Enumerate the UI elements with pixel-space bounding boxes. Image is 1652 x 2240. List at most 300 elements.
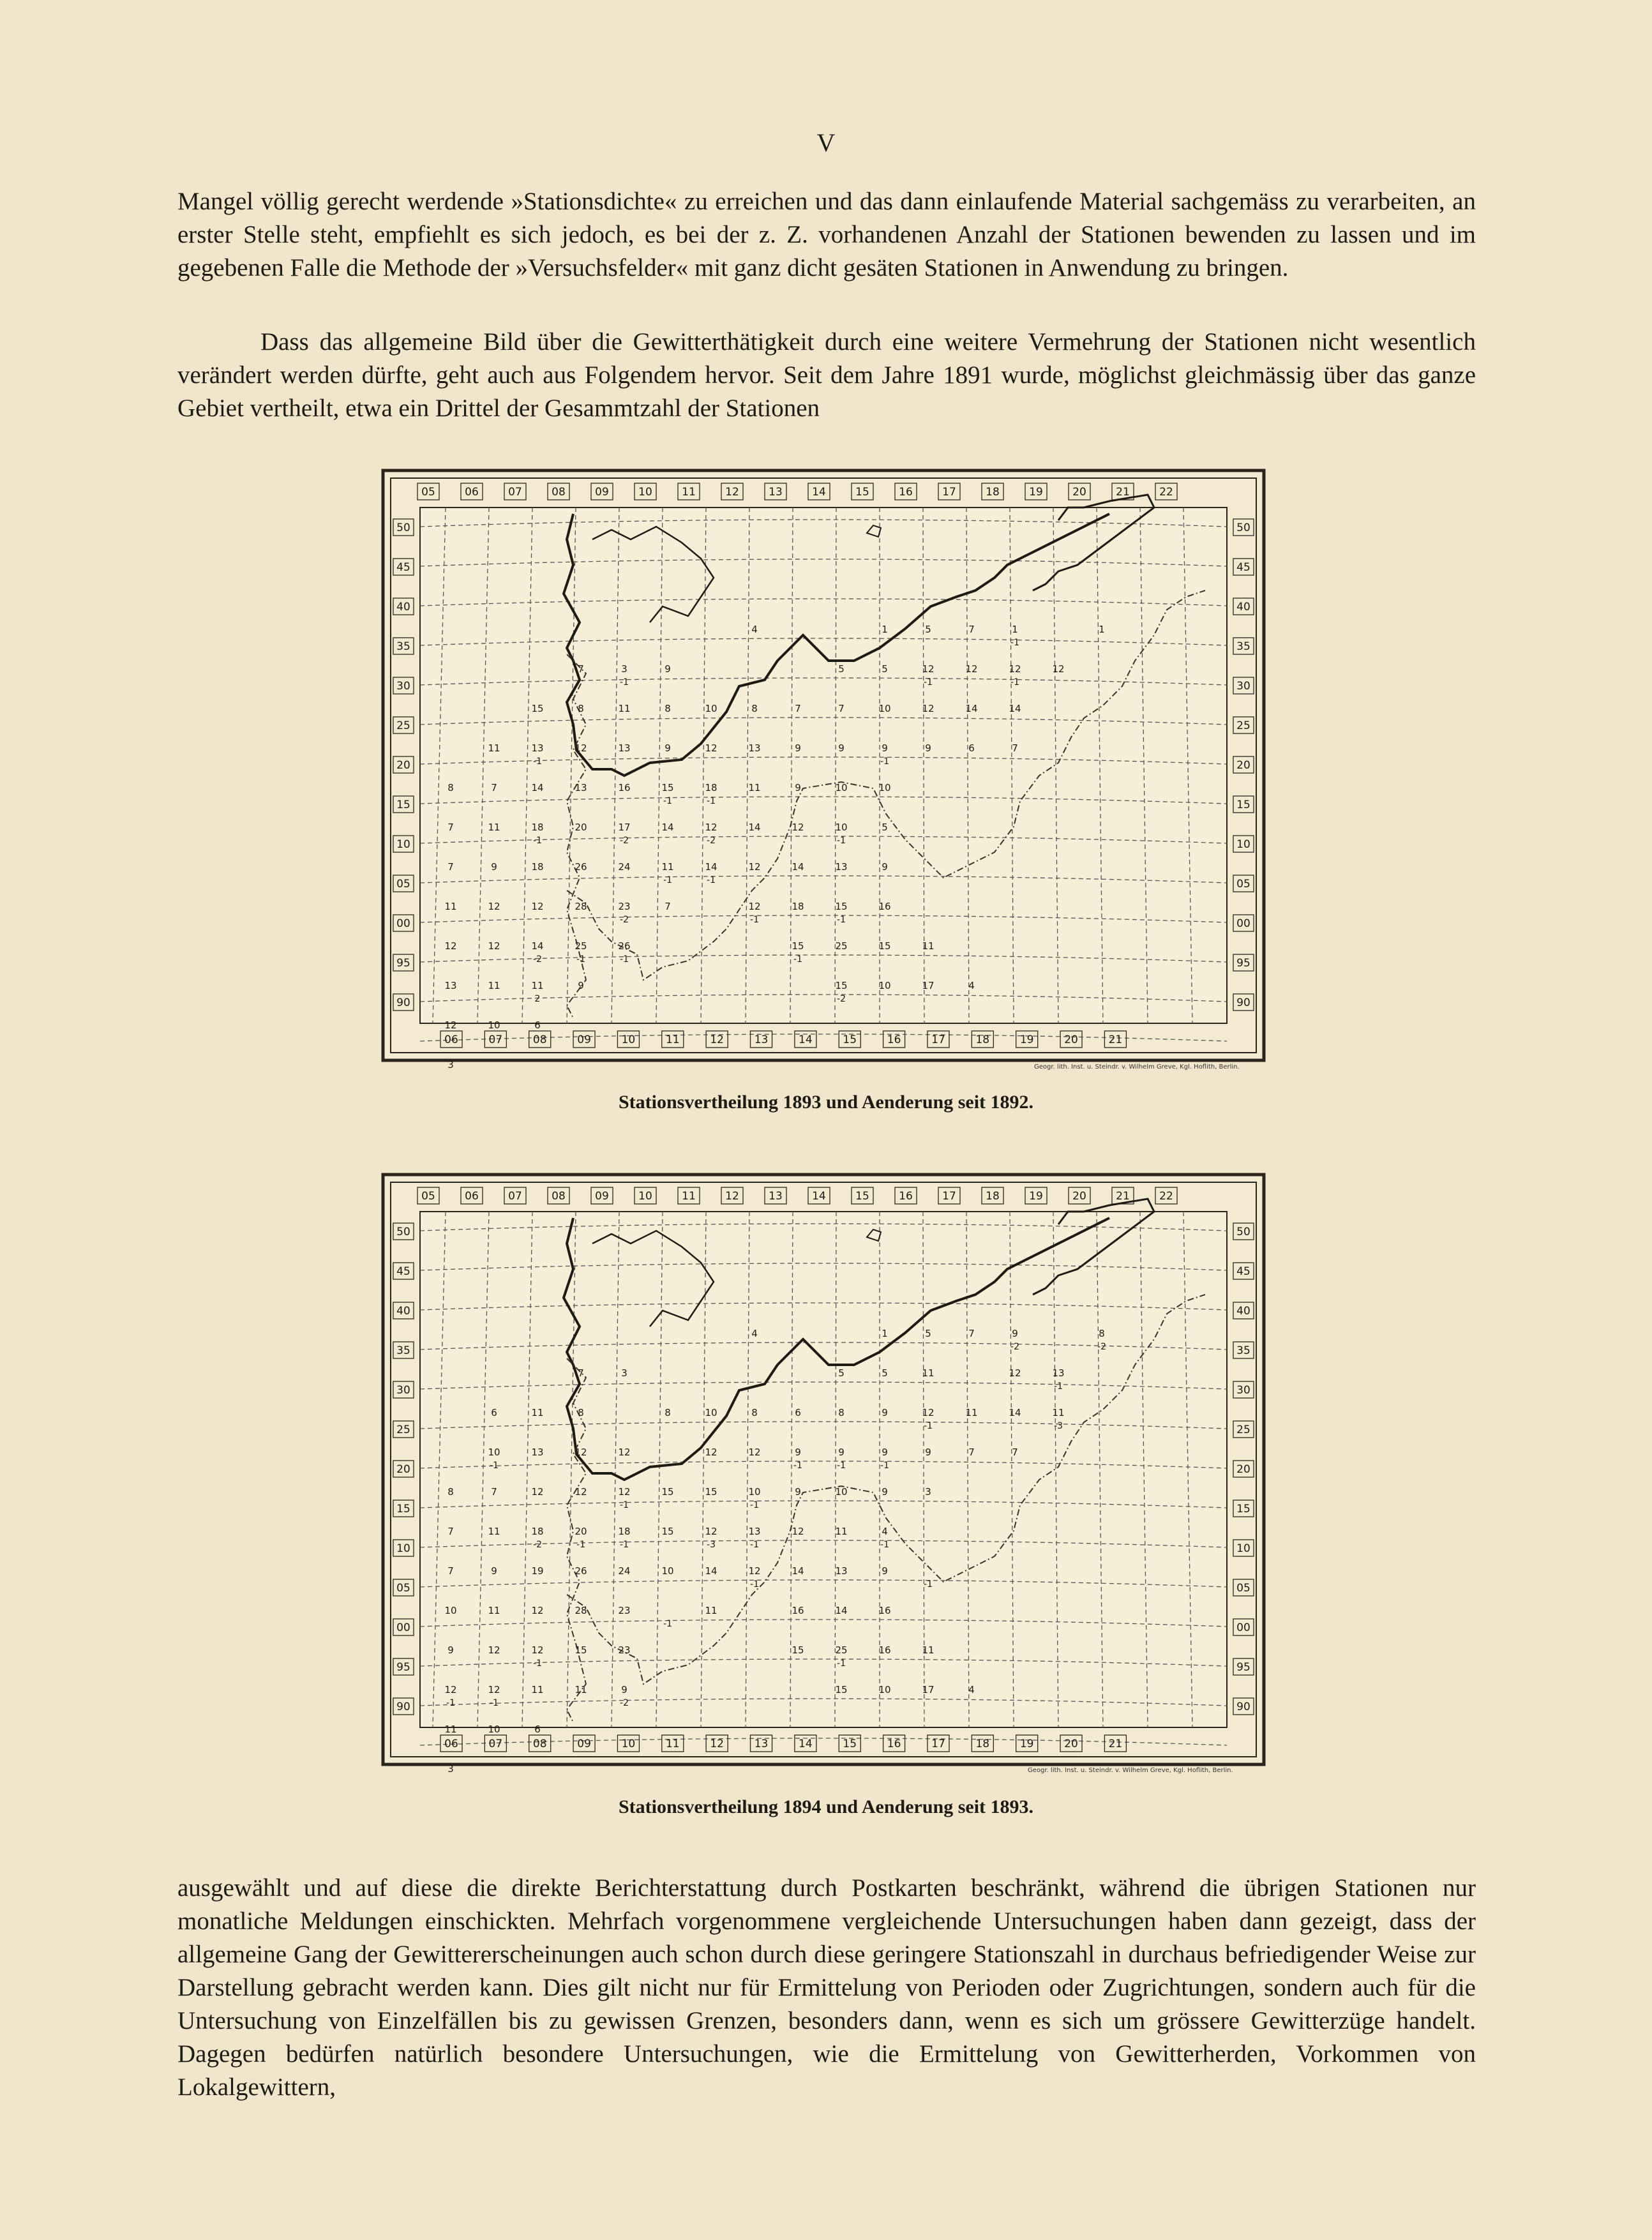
station-count-label: 19	[531, 1565, 544, 1577]
station-count-label: 9	[491, 1565, 497, 1577]
station-change-label: -1	[837, 915, 846, 925]
station-count-label: 5	[925, 1328, 931, 1339]
latitude-label-left: 40	[396, 601, 410, 613]
station-count-label: 8	[665, 1407, 671, 1418]
latitude-label-right: 90	[1236, 1701, 1250, 1713]
latitude-label-left: 25	[396, 1424, 410, 1436]
station-count-label: 15	[661, 1486, 674, 1498]
station-count-label: 8	[751, 1407, 758, 1418]
longitude-label-bottom: 08	[532, 1738, 547, 1750]
longitude-label-bottom: 16	[887, 1738, 901, 1750]
station-change-label: -1	[837, 1658, 846, 1669]
station-count-label: 14	[1009, 1407, 1021, 1418]
station-count-label: 15	[835, 1684, 848, 1695]
station-count-label: 5	[882, 1367, 888, 1379]
latitude-label-left: 50	[396, 522, 410, 534]
latitude-label-right: 35	[1236, 1344, 1250, 1357]
longitude-label-bottom: 10	[621, 1738, 636, 1750]
station-count-label: 14	[748, 822, 761, 833]
station-change-label: -1	[707, 796, 716, 806]
station-count-label: 14	[965, 703, 978, 714]
longitude-label-bottom: 19	[1019, 1034, 1034, 1046]
station-count-label: 11	[574, 1684, 587, 1695]
latitude-label-left: 90	[396, 1701, 410, 1713]
station-count-label: 14	[792, 1565, 804, 1577]
longitude-label-top: 18	[986, 1190, 1000, 1203]
latitude-label-left: 35	[396, 1344, 410, 1357]
station-change-label: -1	[880, 1461, 889, 1471]
longitude-label-top: 15	[855, 1190, 869, 1203]
station-count-label: 17	[618, 822, 631, 833]
station-count-label: 11	[922, 940, 935, 952]
station-count-label: 9	[925, 1447, 931, 1458]
latitude-label-left: 25	[396, 719, 410, 732]
longitude-label-top: 13	[769, 486, 783, 499]
station-count-label: 12	[574, 1447, 587, 1458]
latitude-label-left: 00	[396, 1621, 410, 1634]
station-count-label: 10	[444, 1605, 457, 1616]
station-count-label: 10	[878, 782, 891, 793]
longitude-label-top: 22	[1159, 1190, 1173, 1203]
longitude-label-top: 10	[638, 1190, 652, 1203]
paragraph-top-1: Mangel völlig gerecht werdende »Stationsdichte« zu erreichen und das dann einlaufende Material sachgemäss zu verarbeiten, an erster Stelle steht, empfiehlt es sich jedoch, es bei der z. Z. vorhandenen Anzahl der Stationen bewenden zu lassen und im gegebenen Falle die Methode der »Versuchsfelder« mit ganz dicht gesäten Stationen in Anwendung zu bringen.	[177, 188, 1476, 282]
station-count-label: 10	[748, 1486, 761, 1498]
longitude-label-bottom: 07	[488, 1738, 503, 1750]
station-change-label: -2	[620, 1698, 629, 1708]
latitude-label-right: 15	[1236, 799, 1250, 811]
station-change-label: -2	[837, 994, 846, 1004]
station-count-label: 6	[795, 1407, 801, 1418]
station-change-label: -1	[533, 1658, 542, 1669]
longitude-label-bottom: 06	[444, 1034, 458, 1046]
latitude-label-left: 45	[396, 561, 410, 574]
latitude-label-left: 20	[396, 759, 410, 772]
station-count-label: 3	[447, 1059, 454, 1071]
station-count-label: 11	[922, 1367, 935, 1379]
latitude-label-left: 90	[396, 996, 410, 1009]
station-count-label: 4	[882, 1526, 888, 1537]
latitude-label-right: 10	[1236, 1542, 1250, 1555]
station-count-label: 11	[531, 1407, 544, 1418]
station-count-label: 7	[1012, 742, 1018, 754]
station-count-label: 13	[574, 782, 587, 793]
station-change-label: -1	[663, 875, 672, 885]
longitude-label-top: 15	[855, 486, 869, 499]
station-count-label: 12	[792, 822, 804, 833]
station-count-label: 7	[447, 1565, 454, 1577]
longitude-label-top: 09	[595, 1190, 609, 1203]
station-change-label: -1	[620, 1500, 629, 1510]
station-count-label: 9	[882, 1447, 888, 1458]
station-count-label: 10	[661, 1565, 674, 1577]
station-count-label: 15	[574, 1644, 587, 1656]
longitude-label-top: 22	[1159, 486, 1173, 499]
station-count-label: 26	[618, 940, 631, 952]
longitude-label-bottom: 15	[843, 1738, 857, 1750]
station-count-label: 13	[748, 742, 761, 754]
longitude-label-top: 20	[1072, 486, 1086, 499]
station-change-label: -1	[750, 1540, 759, 1550]
station-count-label: 7	[665, 901, 671, 912]
station-count-label: 20	[574, 822, 587, 833]
station-change-label: -1	[663, 1619, 672, 1629]
station-count-label: 4	[751, 624, 758, 635]
longitude-label-top: 21	[1116, 1190, 1130, 1203]
latitude-label-left: 15	[396, 799, 410, 811]
station-change-label: -2	[707, 836, 716, 846]
station-change-label: -1	[750, 1579, 759, 1590]
station-count-label: 12	[792, 1526, 804, 1537]
latitude-label-left: 40	[396, 1305, 410, 1318]
station-count-label: 10	[835, 822, 848, 833]
station-count-label: 1	[1012, 624, 1018, 635]
station-change-label: -2	[1097, 1342, 1106, 1352]
station-count-label: 16	[878, 1605, 891, 1616]
station-count-label: 7	[968, 624, 975, 635]
station-count-label: 8	[578, 1407, 584, 1418]
longitude-label-top: 05	[421, 1190, 435, 1203]
latitude-label-right: 05	[1236, 1582, 1250, 1595]
latitude-label-right: 15	[1236, 1503, 1250, 1515]
longitude-label-bottom: 09	[577, 1034, 591, 1046]
station-count-label: 9	[882, 742, 888, 754]
station-count-label: 9	[882, 861, 888, 873]
station-count-label: 13	[531, 1447, 544, 1458]
latitude-label-left: 10	[396, 838, 410, 851]
station-count-label: 23	[618, 901, 631, 912]
station-change-label: -1	[490, 1461, 499, 1471]
paragraph-bottom: ausgewählt und auf diese die direkte Berichterstattung durch Postkarten beschränkt, während die übrigen Stationen nur monatliche Meldungen einschickten. Mehrfach vorgenommene vergleichende Untersuchungen haben dann gezeigt, dass der allgemeine Gang der Gewittererscheinungen auch schon durch diese geringere Stationszahl in durchaus befriedigender Weise zur Darstellung gebracht werden kann. Dies gilt nicht nur für Ermittelung von Perioden oder Zugrichtungen, sondern auch für die Untersuchung von Einzelfällen bis zu gewissen Grenzen, besonders dann, wenn es sich um grössere Gewitterzüge handelt. Dagegen bedürfen natürlich besondere Untersuchungen, wie die Ermittelung von Gewitterherden, Vorkommen von Lokalgewittern,	[177, 1874, 1476, 2101]
longitude-label-top: 12	[725, 486, 739, 499]
longitude-label-top: 20	[1072, 1190, 1086, 1203]
station-count-label: 7	[578, 663, 584, 675]
station-count-label: 9	[882, 1407, 888, 1418]
longitude-label-top: 05	[421, 486, 435, 499]
latitude-label-left: 95	[396, 1661, 410, 1674]
station-count-label: 7	[447, 861, 454, 873]
station-count-label: 12	[748, 901, 761, 912]
station-change-label: -1	[1010, 638, 1019, 648]
station-count-label: 18	[705, 782, 717, 793]
latitude-label-right: 40	[1236, 1305, 1250, 1318]
station-count-label: 11	[444, 901, 457, 912]
station-count-label: 9	[838, 1447, 845, 1458]
station-count-label: 18	[531, 861, 544, 873]
station-count-label: 12	[922, 703, 935, 714]
longitude-label-top: 14	[812, 486, 826, 499]
station-count-label: 11	[965, 1407, 978, 1418]
page-number: V	[816, 128, 836, 157]
station-count-label: 5	[882, 822, 888, 833]
station-count-label: 17	[922, 980, 935, 991]
station-count-label: 28	[574, 901, 587, 912]
map-1894-caption: Stationsvertheilung 1894 und Aenderung seit 1893.	[618, 1796, 1034, 1817]
station-change-label: -1	[576, 954, 585, 965]
station-change-label: -1	[750, 1500, 759, 1510]
station-count-label: 12	[965, 663, 978, 675]
latitude-label-right: 40	[1236, 601, 1250, 613]
latitude-label-right: 20	[1236, 1463, 1250, 1476]
station-count-label: 10	[488, 1019, 500, 1031]
station-count-label: 8	[447, 1486, 454, 1498]
station-count-label: 9	[578, 980, 584, 991]
longitude-label-top: 19	[1029, 486, 1043, 499]
station-count-label: 12	[1009, 1367, 1021, 1379]
station-change-label: -2	[533, 954, 542, 965]
longitude-label-bottom: 13	[754, 1034, 769, 1046]
station-change-label: -1	[924, 1579, 933, 1590]
station-count-label: 15	[835, 980, 848, 991]
longitude-label-bottom: 14	[799, 1034, 813, 1046]
station-count-label: 3	[621, 663, 627, 675]
station-count-label: 8	[751, 703, 758, 714]
station-count-label: 12	[531, 1486, 544, 1498]
station-count-label: 8	[1099, 1328, 1105, 1339]
station-count-label: 12	[1009, 663, 1021, 675]
station-count-label: 14	[661, 822, 674, 833]
station-count-label: 3	[447, 1763, 454, 1775]
station-change-label: -1	[1010, 677, 1019, 688]
longitude-label-top: 18	[986, 486, 1000, 499]
station-count-label: 4	[751, 1328, 758, 1339]
latitude-label-left: 30	[396, 1384, 410, 1397]
station-change-label: -3	[707, 1540, 716, 1550]
station-count-label: 12	[574, 742, 587, 754]
station-count-label: 9	[838, 742, 845, 754]
station-count-label: 11	[531, 1684, 544, 1695]
station-change-label: -1	[1054, 1381, 1063, 1392]
station-count-label: 11	[835, 1526, 848, 1537]
station-change-label: 2	[534, 994, 541, 1004]
station-change-label: -1	[793, 1461, 802, 1471]
station-count-label: 8	[447, 782, 454, 793]
station-change-label: -1	[707, 875, 716, 885]
station-count-label: 13	[835, 861, 848, 873]
station-count-label: 3	[925, 1486, 931, 1498]
longitude-label-bottom: 19	[1019, 1738, 1034, 1750]
station-count-label: 12	[705, 822, 717, 833]
station-count-label: 24	[618, 861, 631, 873]
station-count-label: 11	[531, 980, 544, 991]
station-count-label: 9	[665, 663, 671, 675]
station-count-label: 10	[878, 1684, 891, 1695]
station-count-label: 12	[531, 1644, 544, 1656]
station-count-label: 23	[618, 1644, 631, 1656]
longitude-label-top: 11	[682, 1190, 696, 1203]
station-count-label: 12	[618, 1486, 631, 1498]
station-count-label: 18	[531, 822, 544, 833]
longitude-label-top: 08	[552, 1190, 566, 1203]
station-count-label: 25	[835, 1644, 848, 1656]
longitude-label-bottom: 11	[665, 1034, 680, 1046]
station-count-label: 5	[838, 663, 845, 675]
station-count-label: 15	[792, 940, 804, 952]
station-count-label: 6	[534, 1724, 541, 1735]
station-count-label: 14	[792, 861, 804, 873]
station-count-label: 11	[705, 1605, 717, 1616]
latitude-label-right: 95	[1236, 1661, 1250, 1674]
station-change-label: -1	[793, 954, 802, 965]
station-count-label: 5	[882, 663, 888, 675]
station-change-label: -1	[880, 1540, 889, 1550]
longitude-label-bottom: 13	[754, 1738, 769, 1750]
station-count-label: 13	[618, 742, 631, 754]
station-count-label: 12	[618, 1447, 631, 1458]
station-change-label: -1	[924, 677, 933, 688]
station-count-label: 9	[795, 782, 801, 793]
longitude-label-bottom: 17	[931, 1738, 945, 1750]
longitude-label-bottom: 11	[665, 1738, 680, 1750]
station-count-label: 7	[968, 1328, 975, 1339]
station-count-label: 12	[488, 1644, 500, 1656]
latitude-label-right: 45	[1236, 1265, 1250, 1278]
longitude-label-top: 11	[682, 486, 696, 499]
longitude-label-bottom: 12	[710, 1034, 724, 1046]
station-change-label: -3	[1054, 1421, 1063, 1431]
station-count-label: 7	[578, 1367, 584, 1379]
latitude-label-right: 05	[1236, 878, 1250, 891]
station-count-label: 12	[531, 1605, 544, 1616]
latitude-label-right: 10	[1236, 838, 1250, 851]
station-change-label: -1	[576, 1540, 585, 1550]
station-count-label: 11	[748, 782, 761, 793]
longitude-label-top: 06	[465, 1190, 479, 1203]
station-count-label: 16	[618, 782, 631, 793]
station-count-label: 12	[922, 1407, 935, 1418]
latitude-label-left: 30	[396, 680, 410, 693]
longitude-label-bottom: 17	[931, 1034, 945, 1046]
station-count-label: 15	[792, 1644, 804, 1656]
station-count-label: 11	[488, 822, 500, 833]
station-count-label: 11	[661, 861, 674, 873]
station-count-label: 13	[1052, 1367, 1065, 1379]
station-count-label: 8	[838, 1407, 845, 1418]
station-count-label: 15	[661, 782, 674, 793]
longitude-label-bottom: 10	[621, 1034, 636, 1046]
station-change-label: -1	[880, 756, 889, 767]
station-count-label: 15	[661, 1526, 674, 1537]
longitude-label-bottom: 09	[577, 1738, 591, 1750]
station-change-label: -1	[837, 1461, 846, 1471]
station-count-label: 15	[705, 1486, 717, 1498]
station-count-label: 8	[665, 703, 671, 714]
latitude-label-left: 10	[396, 1542, 410, 1555]
longitude-label-bottom: 07	[488, 1034, 503, 1046]
station-count-label: 7	[968, 1447, 975, 1458]
station-count-label: 14	[531, 940, 544, 952]
longitude-label-bottom: 20	[1064, 1738, 1078, 1750]
station-count-label: 12	[748, 1447, 761, 1458]
station-change-label: -2	[1010, 1342, 1019, 1352]
latitude-label-left: 45	[396, 1265, 410, 1278]
station-count-label: 26	[574, 861, 587, 873]
longitude-label-bottom: 21	[1108, 1034, 1123, 1046]
station-change-label: -1	[663, 796, 672, 806]
station-count-label: 8	[578, 703, 584, 714]
station-count-label: 10	[705, 1407, 717, 1418]
station-count-label: 1	[882, 1328, 888, 1339]
station-count-label: 9	[665, 742, 671, 754]
map-1894-imprint: Geogr. lith. Inst. u. Steindr. v. Wilhelm Greve, Kgl. Hoflith, Berlin.	[1028, 1767, 1233, 1774]
station-count-label: 6	[968, 742, 975, 754]
station-count-label: 9	[621, 1684, 627, 1695]
station-count-label: 12	[444, 1019, 457, 1031]
station-count-label: 9	[795, 1447, 801, 1458]
station-change-label: -2	[533, 1540, 542, 1550]
station-count-label: 12	[705, 1447, 717, 1458]
latitude-label-right: 25	[1236, 1424, 1250, 1436]
station-change-label: -1	[490, 1698, 499, 1708]
longitude-label-bottom: 14	[799, 1738, 813, 1750]
station-count-label: 11	[488, 1526, 500, 1537]
station-count-label: 15	[878, 940, 891, 952]
station-count-label: 25	[835, 940, 848, 952]
station-count-label: 16	[878, 901, 891, 912]
longitude-label-top: 09	[595, 486, 609, 499]
station-count-label: 26	[574, 1565, 587, 1577]
station-count-label: 13	[531, 742, 544, 754]
station-count-label: 11	[488, 980, 500, 991]
longitude-label-top: 08	[552, 486, 566, 499]
station-count-label: 7	[447, 1526, 454, 1537]
latitude-label-right: 00	[1236, 917, 1250, 930]
station-count-label: 14	[1009, 703, 1021, 714]
station-count-label: 20	[574, 1526, 587, 1537]
station-count-label: 18	[792, 901, 804, 912]
longitude-label-bottom: 21	[1108, 1738, 1123, 1750]
longitude-label-top: 07	[508, 1190, 522, 1203]
station-count-label: 14	[705, 861, 717, 873]
station-count-label: 5	[925, 624, 931, 635]
station-change-label: -1	[924, 1421, 933, 1431]
station-change-label: -1	[620, 1540, 629, 1550]
longitude-label-top: 06	[465, 486, 479, 499]
station-count-label: 9	[925, 742, 931, 754]
station-count-label: 12	[488, 901, 500, 912]
station-count-label: 14	[705, 1565, 717, 1577]
station-count-label: 10	[835, 782, 848, 793]
station-count-label: 10	[878, 980, 891, 991]
station-count-label: 6	[534, 1019, 541, 1031]
station-count-label: 10	[488, 1724, 500, 1735]
station-count-label: 12	[531, 901, 544, 912]
station-count-label: 11	[444, 1724, 457, 1735]
longitude-label-bottom: 20	[1064, 1034, 1078, 1046]
latitude-label-right: 90	[1236, 996, 1250, 1009]
station-count-label: 12	[748, 861, 761, 873]
station-change-label: -1	[446, 1698, 455, 1708]
station-count-label: 1	[882, 624, 888, 635]
station-count-label: 13	[835, 1565, 848, 1577]
longitude-label-top: 19	[1029, 1190, 1043, 1203]
station-count-label: 12	[574, 1486, 587, 1498]
longitude-label-top: 14	[812, 1190, 826, 1203]
longitude-label-top: 17	[942, 486, 956, 499]
station-count-label: 11	[488, 742, 500, 754]
latitude-label-left: 05	[396, 878, 410, 891]
station-change-label: -1	[837, 836, 846, 846]
station-count-label: 7	[491, 1486, 497, 1498]
station-count-label: 1	[1099, 624, 1105, 635]
latitude-label-right: 50	[1236, 1226, 1250, 1238]
latitude-label-left: 05	[396, 1582, 410, 1595]
station-change-label: -1	[620, 677, 629, 688]
latitude-label-right: 50	[1236, 522, 1250, 534]
longitude-label-bottom: 12	[710, 1738, 724, 1750]
station-count-label: 10	[835, 1486, 848, 1498]
longitude-label-bottom: 18	[975, 1034, 990, 1046]
station-count-label: 15	[835, 901, 848, 912]
